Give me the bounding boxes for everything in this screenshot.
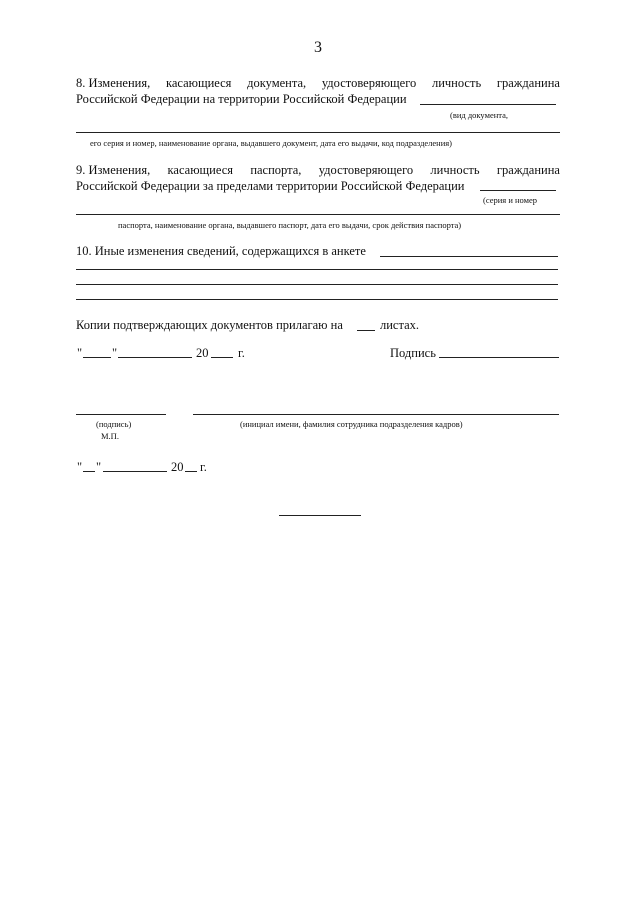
section9-hint-bottom: паспорта, наименование органа, выдавшего паспорт, дата его выдачи, срок действия паспорта) bbox=[118, 220, 462, 230]
date2-year-suffix: г. bbox=[200, 460, 207, 474]
date1-year-field[interactable] bbox=[211, 357, 233, 358]
date2-day-field[interactable] bbox=[83, 471, 95, 472]
section9-line2: Российской Федерации за пределами территории Российской Федерации bbox=[76, 179, 465, 193]
section8-line1 bbox=[76, 75, 560, 91]
date1-open-quote: " bbox=[77, 346, 83, 360]
section8-hint-right: (вид документа, bbox=[450, 110, 508, 120]
section8-word: касающиеся bbox=[165, 76, 232, 90]
date1-close-quote: " bbox=[112, 346, 118, 360]
section8-word: личность bbox=[431, 76, 482, 90]
section10-field-line[interactable] bbox=[76, 284, 558, 285]
official-signature-field[interactable] bbox=[76, 414, 166, 415]
date2-open-quote: " bbox=[77, 460, 83, 474]
name-hint: (инициал имени, фамилия сотрудника подразделения кадров) bbox=[240, 419, 463, 429]
copies-text-before: Копии подтверждающих документов прилагаю на bbox=[76, 318, 343, 332]
signature-label: Подпись bbox=[390, 346, 436, 360]
section8-word: 8. Изменения, bbox=[76, 76, 151, 90]
section10-field-line[interactable] bbox=[76, 299, 558, 300]
section8-doc-type-field[interactable] bbox=[420, 104, 556, 105]
section8-hint-bottom: его серия и номер, наименование органа, выдавшего документ, дата его выдачи, код подразделения) bbox=[90, 138, 453, 148]
date2-month-field[interactable] bbox=[103, 471, 167, 472]
page-number: 3 bbox=[314, 39, 322, 56]
section8-word: документа, bbox=[247, 76, 307, 90]
date2-year-field[interactable] bbox=[185, 471, 197, 472]
date1-day-field[interactable] bbox=[83, 357, 111, 358]
section9-line1 bbox=[76, 162, 560, 178]
section8-details-field[interactable] bbox=[76, 132, 560, 133]
section9-word: 9. Изменения, bbox=[76, 163, 151, 177]
section8-word: удостоверяющего bbox=[321, 76, 417, 90]
section9-series-field[interactable] bbox=[480, 190, 556, 191]
section8-line2: Российской Федерации на территории Российской Федерации bbox=[76, 92, 407, 106]
section9-word: паспорта, bbox=[250, 163, 302, 177]
signature-hint: (подпись) bbox=[96, 419, 132, 429]
section10-field-inline[interactable] bbox=[380, 256, 558, 257]
copies-text-after: листах. bbox=[380, 318, 420, 332]
section8-word: гражданина bbox=[496, 76, 560, 90]
stamp-label: М.П. bbox=[101, 431, 119, 441]
date2-year-prefix: 20 bbox=[171, 460, 184, 474]
date2-close-quote: " bbox=[96, 460, 102, 474]
date1-month-field[interactable] bbox=[118, 357, 192, 358]
section9-hint-right: (серия и номер bbox=[483, 195, 538, 205]
section9-details-field[interactable] bbox=[76, 214, 560, 215]
official-name-field[interactable] bbox=[193, 414, 559, 415]
end-separator bbox=[279, 515, 361, 516]
section9-word: личность bbox=[430, 163, 480, 177]
section9-word: удостоверяющего bbox=[318, 163, 414, 177]
section9-word: касающиеся bbox=[167, 163, 234, 177]
date1-year-prefix: 20 bbox=[196, 346, 209, 360]
section10-field-line[interactable] bbox=[76, 269, 558, 270]
copies-count-field[interactable] bbox=[357, 330, 375, 331]
signature-field[interactable] bbox=[439, 357, 559, 358]
section9-word: гражданина bbox=[496, 163, 560, 177]
date1-year-suffix: г. bbox=[238, 346, 245, 360]
section10-label: 10. Иные изменения сведений, содержащихся в анкете bbox=[76, 244, 366, 258]
